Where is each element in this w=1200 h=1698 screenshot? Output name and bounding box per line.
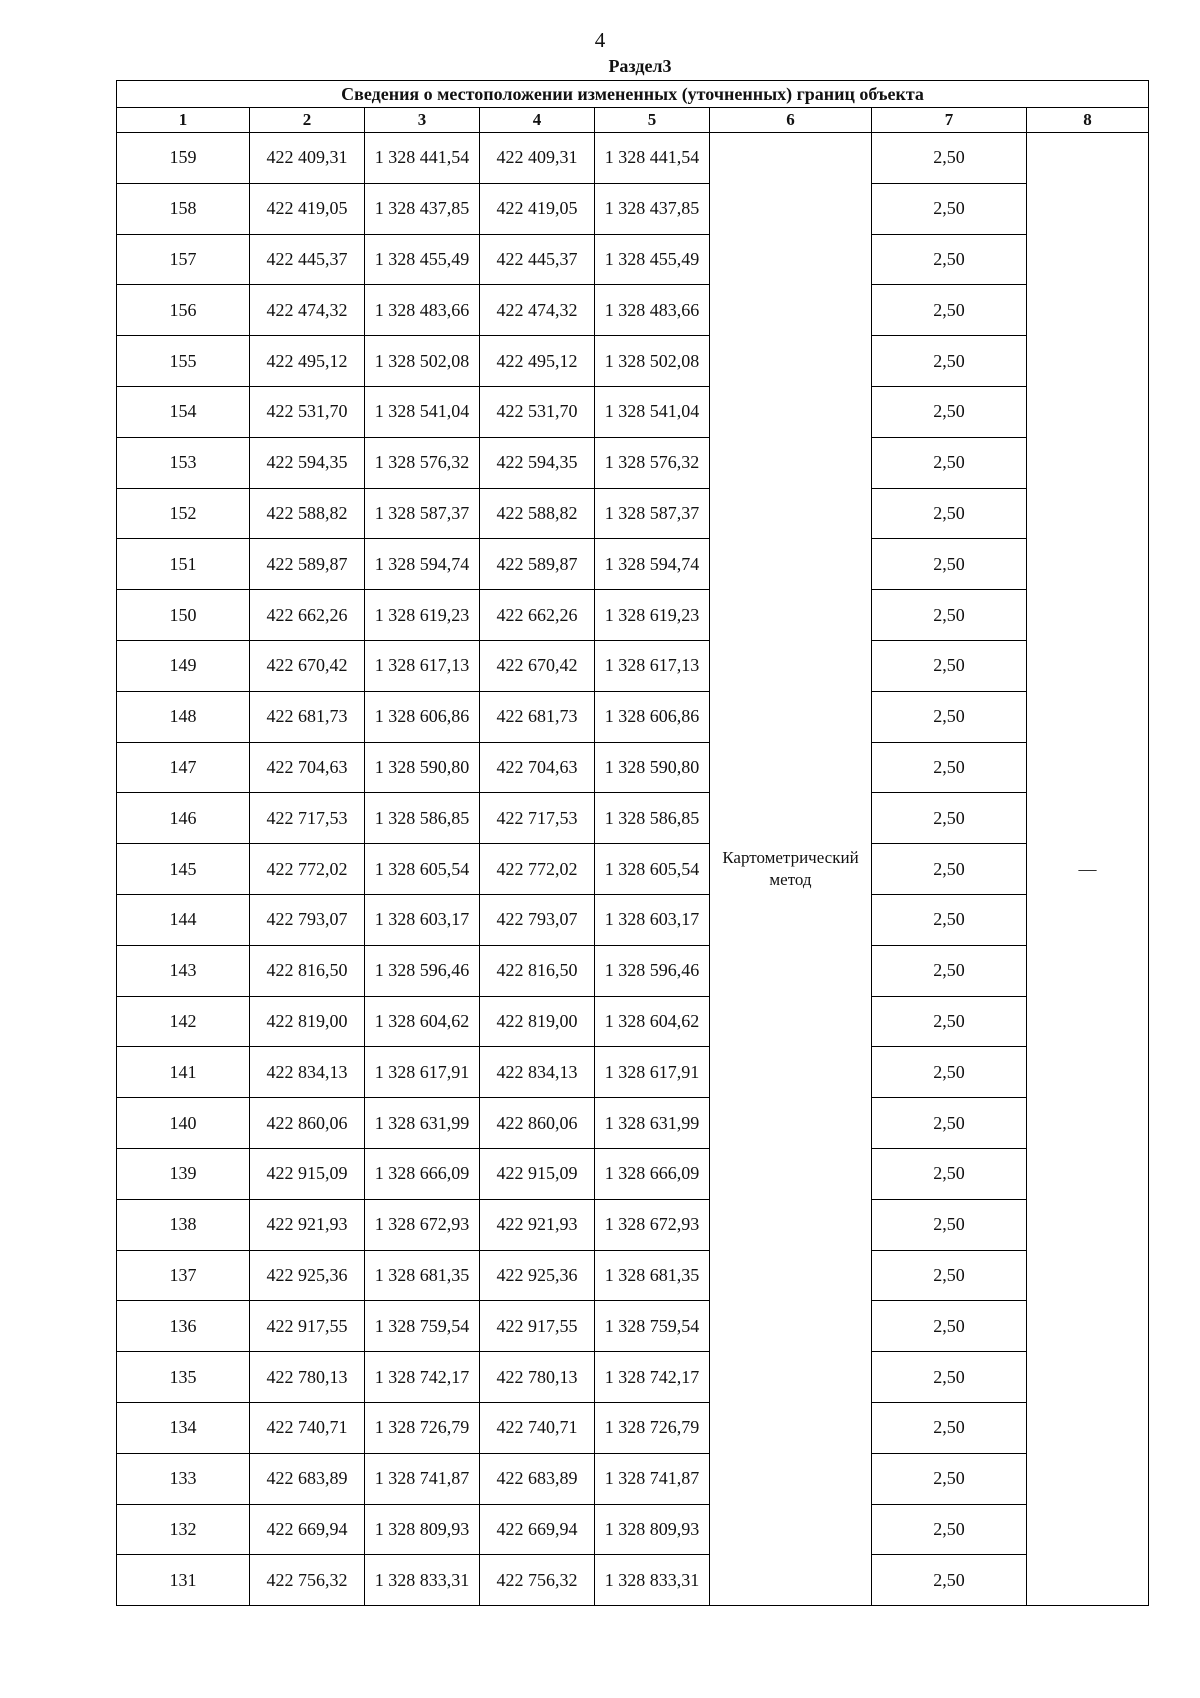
coord-x-cell: 422 915,09 [250,1148,365,1199]
point-number-cell: 149 [117,640,250,691]
point-number-cell: 156 [117,285,250,336]
coord-x-cell: 422 419,05 [250,183,365,234]
coord-y-cell: 1 328 603,17 [595,894,710,945]
coord-y-cell: 1 328 502,08 [365,336,480,387]
coord-y-cell: 1 328 742,17 [595,1352,710,1403]
coord-x-cell: 422 531,70 [250,386,365,437]
coord-x-cell: 422 819,00 [250,996,365,1047]
coord-x-cell: 422 419,05 [480,183,595,234]
point-number-cell: 157 [117,234,250,285]
point-number-cell: 141 [117,1047,250,1098]
point-number-cell: 150 [117,590,250,641]
table-row [117,590,1149,641]
coord-y-cell: 1 328 604,62 [365,996,480,1047]
coord-x-cell: 422 740,71 [250,1402,365,1453]
table-row [117,691,1149,742]
coord-x-cell: 422 474,32 [480,285,595,336]
point-number-cell: 138 [117,1199,250,1250]
accuracy-cell: 2,50 [872,894,1027,945]
column-number: 6 [710,108,872,133]
point-number-cell: 135 [117,1352,250,1403]
coord-x-cell: 422 409,31 [480,133,595,184]
accuracy-cell: 2,50 [872,488,1027,539]
coord-x-cell: 422 793,07 [250,894,365,945]
coord-x-cell: 422 921,93 [480,1199,595,1250]
coord-x-cell: 422 816,50 [250,945,365,996]
table-row [117,488,1149,539]
accuracy-cell: 2,50 [872,1402,1027,1453]
coord-x-cell: 422 589,87 [250,539,365,590]
table-row [117,793,1149,844]
point-number-cell: 153 [117,437,250,488]
point-number-cell: 144 [117,894,250,945]
coord-x-cell: 422 780,13 [250,1352,365,1403]
coord-y-cell: 1 328 681,35 [595,1250,710,1301]
coord-x-cell: 422 495,12 [480,336,595,387]
coord-y-cell: 1 328 483,66 [595,285,710,336]
accuracy-cell: 2,50 [872,1555,1027,1606]
coord-y-cell: 1 328 586,85 [365,793,480,844]
coord-y-cell: 1 328 759,54 [365,1301,480,1352]
coord-y-cell: 1 328 742,17 [365,1352,480,1403]
coord-x-cell: 422 588,82 [250,488,365,539]
coord-x-cell: 422 756,32 [250,1555,365,1606]
point-number-cell: 155 [117,336,250,387]
coord-x-cell: 422 860,06 [250,1098,365,1149]
table-row [117,1402,1149,1453]
table-row [117,640,1149,691]
coord-y-cell: 1 328 631,99 [365,1098,480,1149]
coord-y-cell: 1 328 483,66 [365,285,480,336]
coord-y-cell: 1 328 606,86 [595,691,710,742]
coord-y-cell: 1 328 502,08 [595,336,710,387]
coord-x-cell: 422 834,13 [250,1047,365,1098]
coord-y-cell: 1 328 681,35 [365,1250,480,1301]
accuracy-cell: 2,50 [872,1098,1027,1149]
coord-x-cell: 422 917,55 [250,1301,365,1352]
accuracy-cell: 2,50 [872,437,1027,488]
coord-y-cell: 1 328 759,54 [595,1301,710,1352]
coord-x-cell: 422 681,73 [250,691,365,742]
point-number-cell: 142 [117,996,250,1047]
coord-x-cell: 422 915,09 [480,1148,595,1199]
point-number-cell: 137 [117,1250,250,1301]
accuracy-cell: 2,50 [872,691,1027,742]
coord-y-cell: 1 328 596,46 [595,945,710,996]
coord-y-cell: 1 328 605,54 [365,844,480,895]
coord-x-cell: 422 704,63 [250,742,365,793]
coord-y-cell: 1 328 617,13 [365,640,480,691]
table-row [117,1352,1149,1403]
coord-x-cell: 422 669,94 [480,1504,595,1555]
coord-y-cell: 1 328 541,04 [365,386,480,437]
coord-x-cell: 422 669,94 [250,1504,365,1555]
table-row [117,894,1149,945]
coord-x-cell: 422 474,32 [250,285,365,336]
accuracy-cell: 2,50 [872,285,1027,336]
table-row [117,1047,1149,1098]
accuracy-cell: 2,50 [872,234,1027,285]
coord-x-cell: 422 588,82 [480,488,595,539]
table-row [117,386,1149,437]
accuracy-cell: 2,50 [872,183,1027,234]
accuracy-cell: 2,50 [872,793,1027,844]
table-row [117,234,1149,285]
coord-y-cell: 1 328 617,13 [595,640,710,691]
coord-y-cell: 1 328 594,74 [595,539,710,590]
point-number-cell: 158 [117,183,250,234]
point-number-cell: 132 [117,1504,250,1555]
accuracy-cell: 2,50 [872,1352,1027,1403]
table-row [117,336,1149,387]
coord-x-cell: 422 860,06 [480,1098,595,1149]
coord-y-cell: 1 328 605,54 [595,844,710,895]
coord-y-cell: 1 328 437,85 [595,183,710,234]
point-number-cell: 143 [117,945,250,996]
column-number: 5 [595,108,710,133]
coord-y-cell: 1 328 726,79 [365,1402,480,1453]
coord-y-cell: 1 328 603,17 [365,894,480,945]
point-number-cell: 147 [117,742,250,793]
table-row [117,133,1149,184]
accuracy-cell: 2,50 [872,1199,1027,1250]
table-row [117,1098,1149,1149]
coord-y-cell: 1 328 619,23 [595,590,710,641]
coord-x-cell: 422 670,42 [480,640,595,691]
accuracy-cell: 2,50 [872,590,1027,641]
point-number-cell: 139 [117,1148,250,1199]
coord-y-cell: 1 328 441,54 [365,133,480,184]
accuracy-cell: 2,50 [872,640,1027,691]
coord-x-cell: 422 495,12 [250,336,365,387]
coord-x-cell: 422 670,42 [250,640,365,691]
point-number-cell: 133 [117,1453,250,1504]
table-row [117,539,1149,590]
coord-y-cell: 1 328 617,91 [365,1047,480,1098]
accuracy-cell: 2,50 [872,945,1027,996]
coord-y-cell: 1 328 619,23 [365,590,480,641]
accuracy-cell: 2,50 [872,133,1027,184]
column-number: 7 [872,108,1027,133]
table-row [117,1250,1149,1301]
coord-x-cell: 422 594,35 [250,437,365,488]
coord-y-cell: 1 328 590,80 [595,742,710,793]
coord-y-cell: 1 328 437,85 [365,183,480,234]
coord-y-cell: 1 328 672,93 [595,1199,710,1250]
accuracy-cell: 2,50 [872,1301,1027,1352]
coord-y-cell: 1 328 809,93 [595,1504,710,1555]
point-number-cell: 152 [117,488,250,539]
point-number-cell: 131 [117,1555,250,1606]
coord-x-cell: 422 717,53 [480,793,595,844]
coord-x-cell: 422 793,07 [480,894,595,945]
column-number: 8 [1027,108,1149,133]
table-row [117,437,1149,488]
coord-y-cell: 1 328 666,09 [595,1148,710,1199]
coord-y-cell: 1 328 576,32 [365,437,480,488]
coord-x-cell: 422 717,53 [250,793,365,844]
accuracy-cell: 2,50 [872,539,1027,590]
coord-x-cell: 422 681,73 [480,691,595,742]
page-number: 4 [594,28,606,52]
coord-y-cell: 1 328 587,37 [595,488,710,539]
accuracy-cell: 2,50 [872,844,1027,895]
point-number-cell: 134 [117,1402,250,1453]
coord-y-cell: 1 328 455,49 [365,234,480,285]
coord-x-cell: 422 409,31 [250,133,365,184]
point-number-cell: 146 [117,793,250,844]
coordinates-table [116,80,1149,1606]
table-row [117,1148,1149,1199]
coord-y-cell: 1 328 587,37 [365,488,480,539]
column-number: 2 [250,108,365,133]
column-number: 4 [480,108,595,133]
coord-y-cell: 1 328 833,31 [365,1555,480,1606]
coord-y-cell: 1 328 586,85 [595,793,710,844]
table-row [117,844,1149,895]
coord-x-cell: 422 531,70 [480,386,595,437]
table-row [117,1555,1149,1606]
table-row [117,1199,1149,1250]
table-row [117,285,1149,336]
accuracy-cell: 2,50 [872,1250,1027,1301]
point-number-cell: 145 [117,844,250,895]
accuracy-cell: 2,50 [872,996,1027,1047]
coord-y-cell: 1 328 833,31 [595,1555,710,1606]
point-number-cell: 148 [117,691,250,742]
table-row [117,742,1149,793]
coord-x-cell: 422 594,35 [480,437,595,488]
coord-x-cell: 422 683,89 [480,1453,595,1504]
accuracy-cell: 2,50 [872,336,1027,387]
accuracy-cell: 2,50 [872,1047,1027,1098]
coord-y-cell: 1 328 596,46 [365,945,480,996]
coord-x-cell: 422 816,50 [480,945,595,996]
coord-x-cell: 422 772,02 [480,844,595,895]
coord-y-cell: 1 328 606,86 [365,691,480,742]
column-number: 3 [365,108,480,133]
coord-y-cell: 1 328 604,62 [595,996,710,1047]
accuracy-cell: 2,50 [872,742,1027,793]
coord-x-cell: 422 683,89 [250,1453,365,1504]
accuracy-cell: 2,50 [872,1453,1027,1504]
table-row [117,1453,1149,1504]
coord-x-cell: 422 740,71 [480,1402,595,1453]
coord-x-cell: 422 819,00 [480,996,595,1047]
point-number-cell: 140 [117,1098,250,1149]
coord-x-cell: 422 704,63 [480,742,595,793]
accuracy-cell: 2,50 [872,1148,1027,1199]
coord-x-cell: 422 921,93 [250,1199,365,1250]
coord-y-cell: 1 328 541,04 [595,386,710,437]
table-row [117,1301,1149,1352]
coord-y-cell: 1 328 741,87 [595,1453,710,1504]
coord-y-cell: 1 328 576,32 [595,437,710,488]
table-row [117,996,1149,1047]
table-row [117,183,1149,234]
coord-x-cell: 422 917,55 [480,1301,595,1352]
coord-y-cell: 1 328 455,49 [595,234,710,285]
coord-y-cell: 1 328 594,74 [365,539,480,590]
column-number: 1 [117,108,250,133]
coord-x-cell: 422 772,02 [250,844,365,895]
coord-x-cell: 422 925,36 [480,1250,595,1301]
point-number-cell: 136 [117,1301,250,1352]
coord-x-cell: 422 925,36 [250,1250,365,1301]
coord-y-cell: 1 328 617,91 [595,1047,710,1098]
section-title: Раздел3 [608,56,672,76]
coord-y-cell: 1 328 741,87 [365,1453,480,1504]
point-number-cell: 159 [117,133,250,184]
coord-y-cell: 1 328 726,79 [595,1402,710,1453]
coord-x-cell: 422 445,37 [480,234,595,285]
coord-y-cell: 1 328 631,99 [595,1098,710,1149]
table-row [117,1504,1149,1555]
column-8-cell: — [1027,133,1149,1606]
table-caption: Сведения о местоположении измененных (уточненных) границ объекта [117,81,1149,108]
coord-y-cell: 1 328 809,93 [365,1504,480,1555]
coord-x-cell: 422 589,87 [480,539,595,590]
coord-x-cell: 422 780,13 [480,1352,595,1403]
coord-y-cell: 1 328 666,09 [365,1148,480,1199]
column-number-row [117,108,1149,133]
point-number-cell: 154 [117,386,250,437]
method-cell: Картометрический метод [710,133,872,1606]
coord-x-cell: 422 756,32 [480,1555,595,1606]
coord-x-cell: 422 834,13 [480,1047,595,1098]
point-number-cell: 151 [117,539,250,590]
accuracy-cell: 2,50 [872,1504,1027,1555]
coord-y-cell: 1 328 672,93 [365,1199,480,1250]
accuracy-cell: 2,50 [872,386,1027,437]
coord-x-cell: 422 662,26 [250,590,365,641]
coord-y-cell: 1 328 441,54 [595,133,710,184]
coord-x-cell: 422 445,37 [250,234,365,285]
table-row [117,945,1149,996]
coord-x-cell: 422 662,26 [480,590,595,641]
coord-y-cell: 1 328 590,80 [365,742,480,793]
table-body [117,133,1149,1606]
